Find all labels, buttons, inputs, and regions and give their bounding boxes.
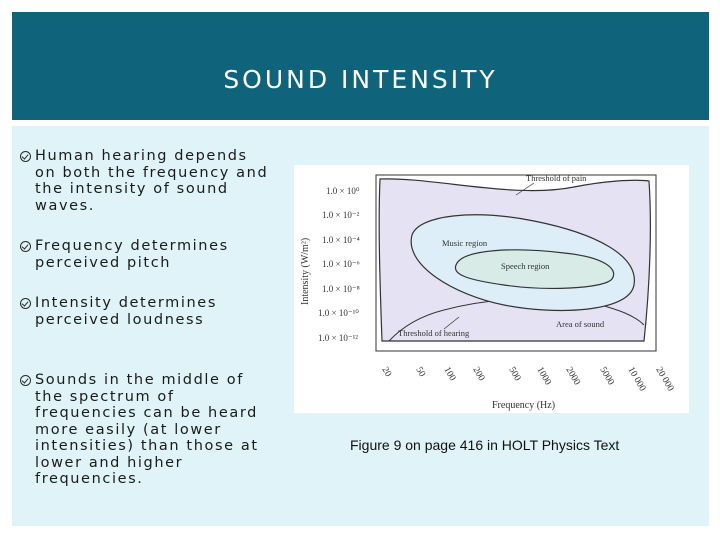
bullet-item xyxy=(20,148,270,214)
x-tick-label: 20 xyxy=(379,365,393,379)
bullet-item xyxy=(20,372,270,488)
x-tick-label: 20 000 xyxy=(653,365,676,394)
sound-intensity-diagram xyxy=(294,165,689,413)
y-axis-label: Intensity (W/m²) xyxy=(300,237,311,305)
x-axis-label: Frequency (Hz) xyxy=(492,400,556,411)
bullet-item xyxy=(20,295,270,328)
threshold-of-hearing-label: Threshold of hearing xyxy=(398,328,470,338)
speech-region-label: Speech region xyxy=(501,261,550,271)
y-tick-label: 1.0 × 10⁻⁸ xyxy=(322,284,360,294)
y-tick-label: 1.0 × 10⁻⁴ xyxy=(322,235,360,245)
x-tick-label: 10 000 xyxy=(625,365,648,394)
x-tick-label: 5000 xyxy=(597,365,616,387)
checkbox-bullet-icon xyxy=(20,298,31,309)
x-tick-label: 2000 xyxy=(563,365,582,387)
bullet-text: Frequency determines perceived pitch xyxy=(35,238,229,271)
area-of-sound-label: Area of sound xyxy=(556,319,605,329)
threshold-of-pain-label: Threshold of pain xyxy=(526,173,587,183)
y-tick-label: 1.0 × 10⁰ xyxy=(326,186,360,196)
checkbox-bullet-icon xyxy=(20,151,31,162)
checkbox-bullet-icon xyxy=(20,375,31,386)
x-tick-label: 100 xyxy=(441,365,458,383)
bullet-item xyxy=(20,238,270,271)
y-tick-label: 1.0 × 10⁻¹⁰ xyxy=(318,308,359,318)
y-tick-label: 1.0 × 10⁻² xyxy=(322,210,360,220)
bullet-text: Sounds in the middle of the spectrum of frequencies can be heard more easily (at lower intensities) than those at lower and higher frequencies. xyxy=(35,372,259,487)
x-tick-label: 1000 xyxy=(534,365,553,387)
y-tick-label: 1.0 × 10⁻⁶ xyxy=(322,259,360,269)
music-region-label: Music region xyxy=(442,238,488,248)
bullet-text: Intensity determines perceived loudness xyxy=(35,295,217,328)
figure-caption: Figure 9 on page 416 in HOLT Physics Text xyxy=(350,437,620,453)
bullet-text: Human hearing depends on both the frequency and the intensity of sound waves. xyxy=(35,148,269,214)
title-bar xyxy=(12,12,709,120)
x-tick-label: 500 xyxy=(506,365,523,383)
checkbox-bullet-icon xyxy=(20,241,31,252)
x-tick-label: 200 xyxy=(470,365,487,383)
x-tick-label: 50 xyxy=(413,365,427,379)
y-tick-label: 1.0 × 10⁻¹² xyxy=(318,333,358,343)
sound-intensity-figure xyxy=(294,165,689,413)
slide-title: SOUND INTENSITY xyxy=(223,65,498,94)
